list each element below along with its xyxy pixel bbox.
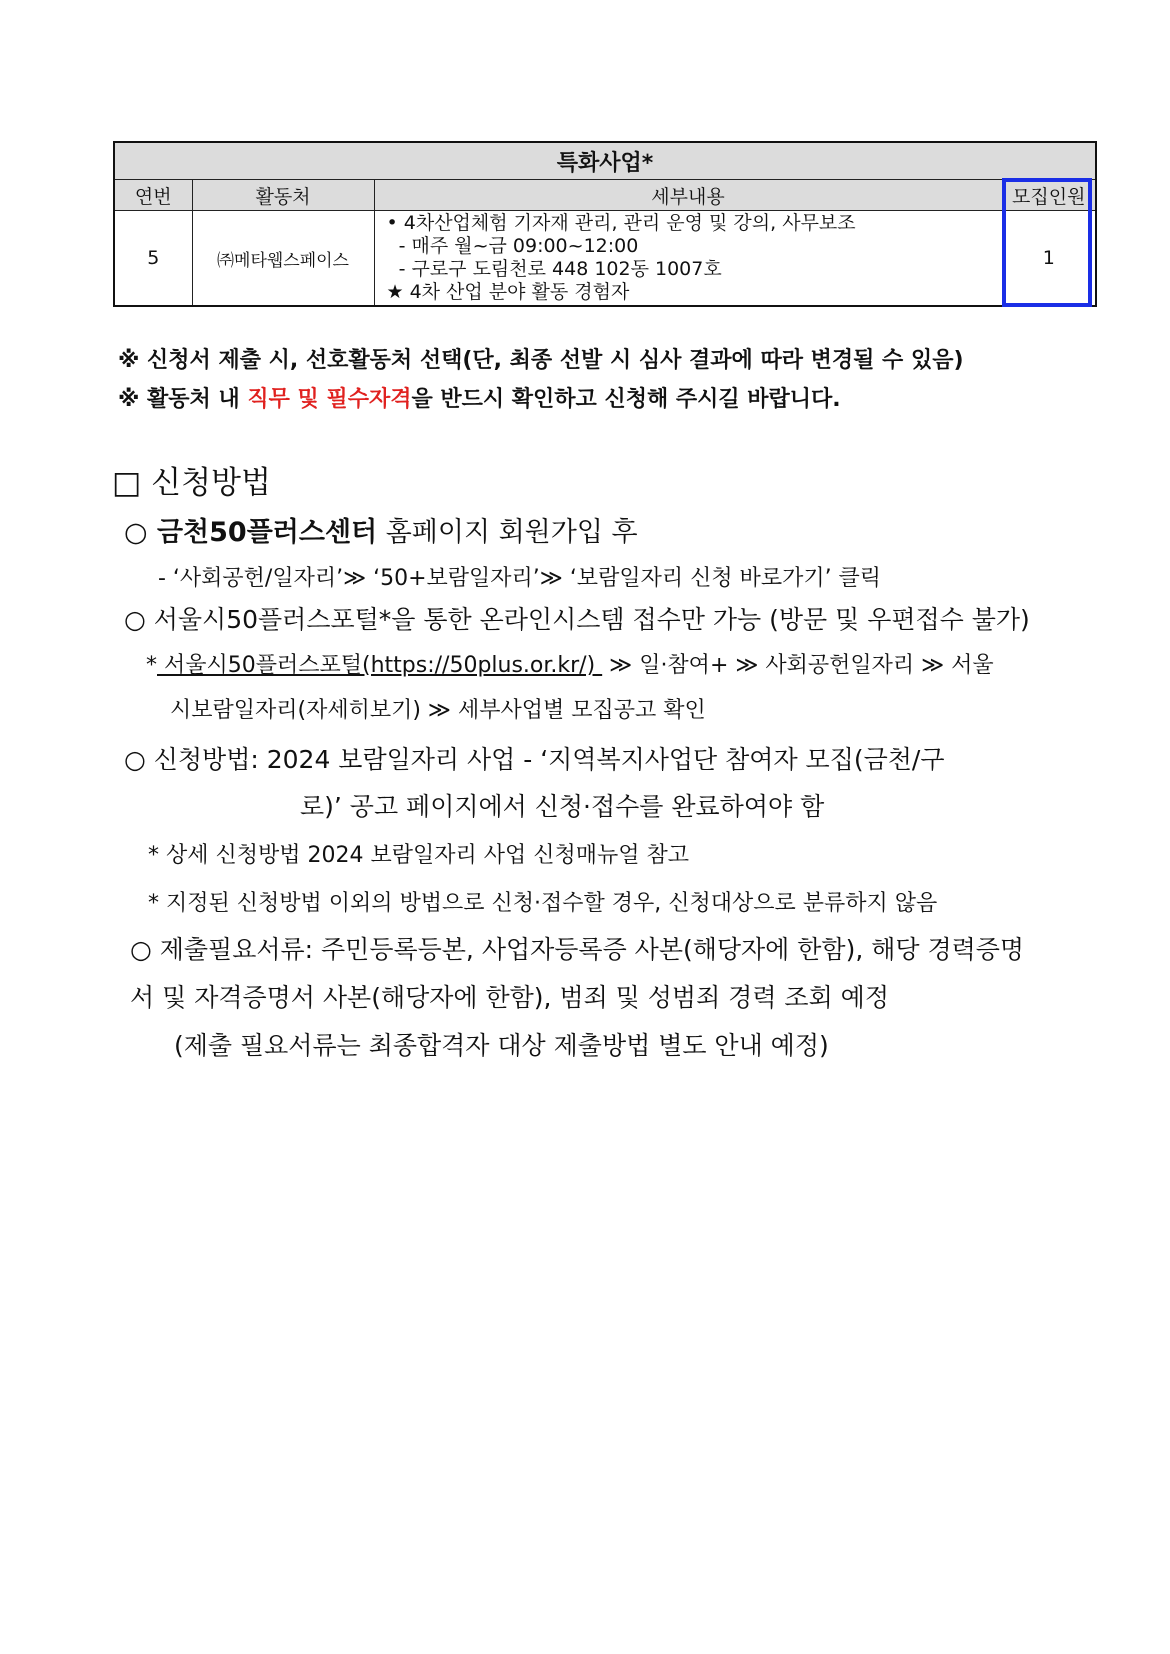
table-row — [114, 211, 1096, 307]
row-details — [374, 211, 1002, 307]
bullet-3-cont: 로)’ 공고 페이지에서 신청·접수를 완료하여야 함 — [300, 792, 825, 821]
header-details: 세부내용 — [374, 180, 1002, 211]
bullet-1-rest: 홈페이지 회원가입 후 — [377, 517, 638, 548]
bullet-4-cont: 서 및 자격증명서 사본(해당자에 한함), 범죄 및 성범죄 경력 조회 예정 — [130, 983, 889, 1012]
bullet-4: ○ 제출필요서류: 주민등록등본, 사업자등록증 사본(해당자에 한함), 해당 경력증명 — [130, 935, 1025, 964]
note-2-pre: ※ 활동처 내 — [118, 387, 248, 412]
note-1: ※ 신청서 제출 시, 선호활동처 선택(단, 최종 선발 시 심사 결과에 따라 변경될 수 있음) — [118, 348, 964, 373]
bullet-2-sub — [146, 648, 994, 679]
table-title-row — [114, 142, 1096, 180]
detail-line: • 4차산업체험 기자재 관리, 관리 운영 및 강의, 사무보조 — [386, 212, 856, 234]
header-no: 연번 — [114, 180, 192, 211]
bullet-2-cont: 시보람일자리(자세히보기) ≫ 세부사업별 모집공고 확인 — [170, 698, 706, 723]
table-title: 특화사업* — [114, 142, 1096, 180]
row-no: 5 — [114, 211, 192, 307]
header-org: 활동처 — [192, 180, 374, 211]
bullet-2-rest: ≫ 일·참여+ ≫ 사회공헌일자리 ≫ 서울 — [602, 653, 994, 678]
row-count: 1 — [1002, 211, 1096, 307]
bullet-2-star: * — [146, 653, 157, 678]
bullet-1 — [124, 510, 638, 549]
row-org: ㈜메타웹스페이스 — [192, 211, 374, 307]
detail-line: - 매주 월~금 09:00~12:00 — [386, 235, 639, 257]
activity-table — [113, 141, 1097, 307]
section-heading: □ 신청방법 — [112, 465, 271, 501]
detail-line: ★ 4차 산업 분야 활동 경험자 — [386, 281, 630, 303]
bullet-4-note: (제출 필요서류는 최종합격자 대상 제출방법 별도 안내 예정) — [174, 1031, 829, 1060]
bullet-3-note-1: * 상세 신청방법 2024 보람일자리 사업 신청매뉴얼 참고 — [148, 843, 689, 868]
note-2-post: 을 반드시 확인하고 신청해 주시길 바랍니다. — [411, 387, 841, 412]
bullet-2: ○ 서울시50플러스포털*을 통한 온라인시스템 접수만 가능 (방문 및 우편접수 불가) — [124, 605, 1030, 634]
detail-line: - 구로구 도림천로 448 102동 1007호 — [386, 258, 722, 280]
note-2-highlight: 직무 및 필수자격 — [247, 387, 412, 412]
note-2 — [118, 382, 841, 413]
bullet-3: ○ 신청방법: 2024 보람일자리 사업 - ‘지역복지사업단 참여자 모집(금천/구 — [124, 745, 945, 774]
bullet-1-bold: ○ 금천50플러스센터 — [124, 517, 378, 548]
table-header-row — [114, 180, 1096, 211]
header-count: 모집인원 — [1002, 180, 1096, 211]
portal-link[interactable]: 서울시50플러스포털(https://50plus.or.kr/) — [157, 653, 603, 678]
bullet-1-sub: - ‘사회공헌/일자리’≫ ‘50+보람일자리’≫ ‘보람일자리 신청 바로가기’ 클릭 — [158, 566, 882, 591]
bullet-3-note-2: * 지정된 신청방법 이외의 방법으로 신청·접수할 경우, 신청대상으로 분류하지 않음 — [148, 891, 938, 916]
highlight-box — [1002, 178, 1092, 307]
